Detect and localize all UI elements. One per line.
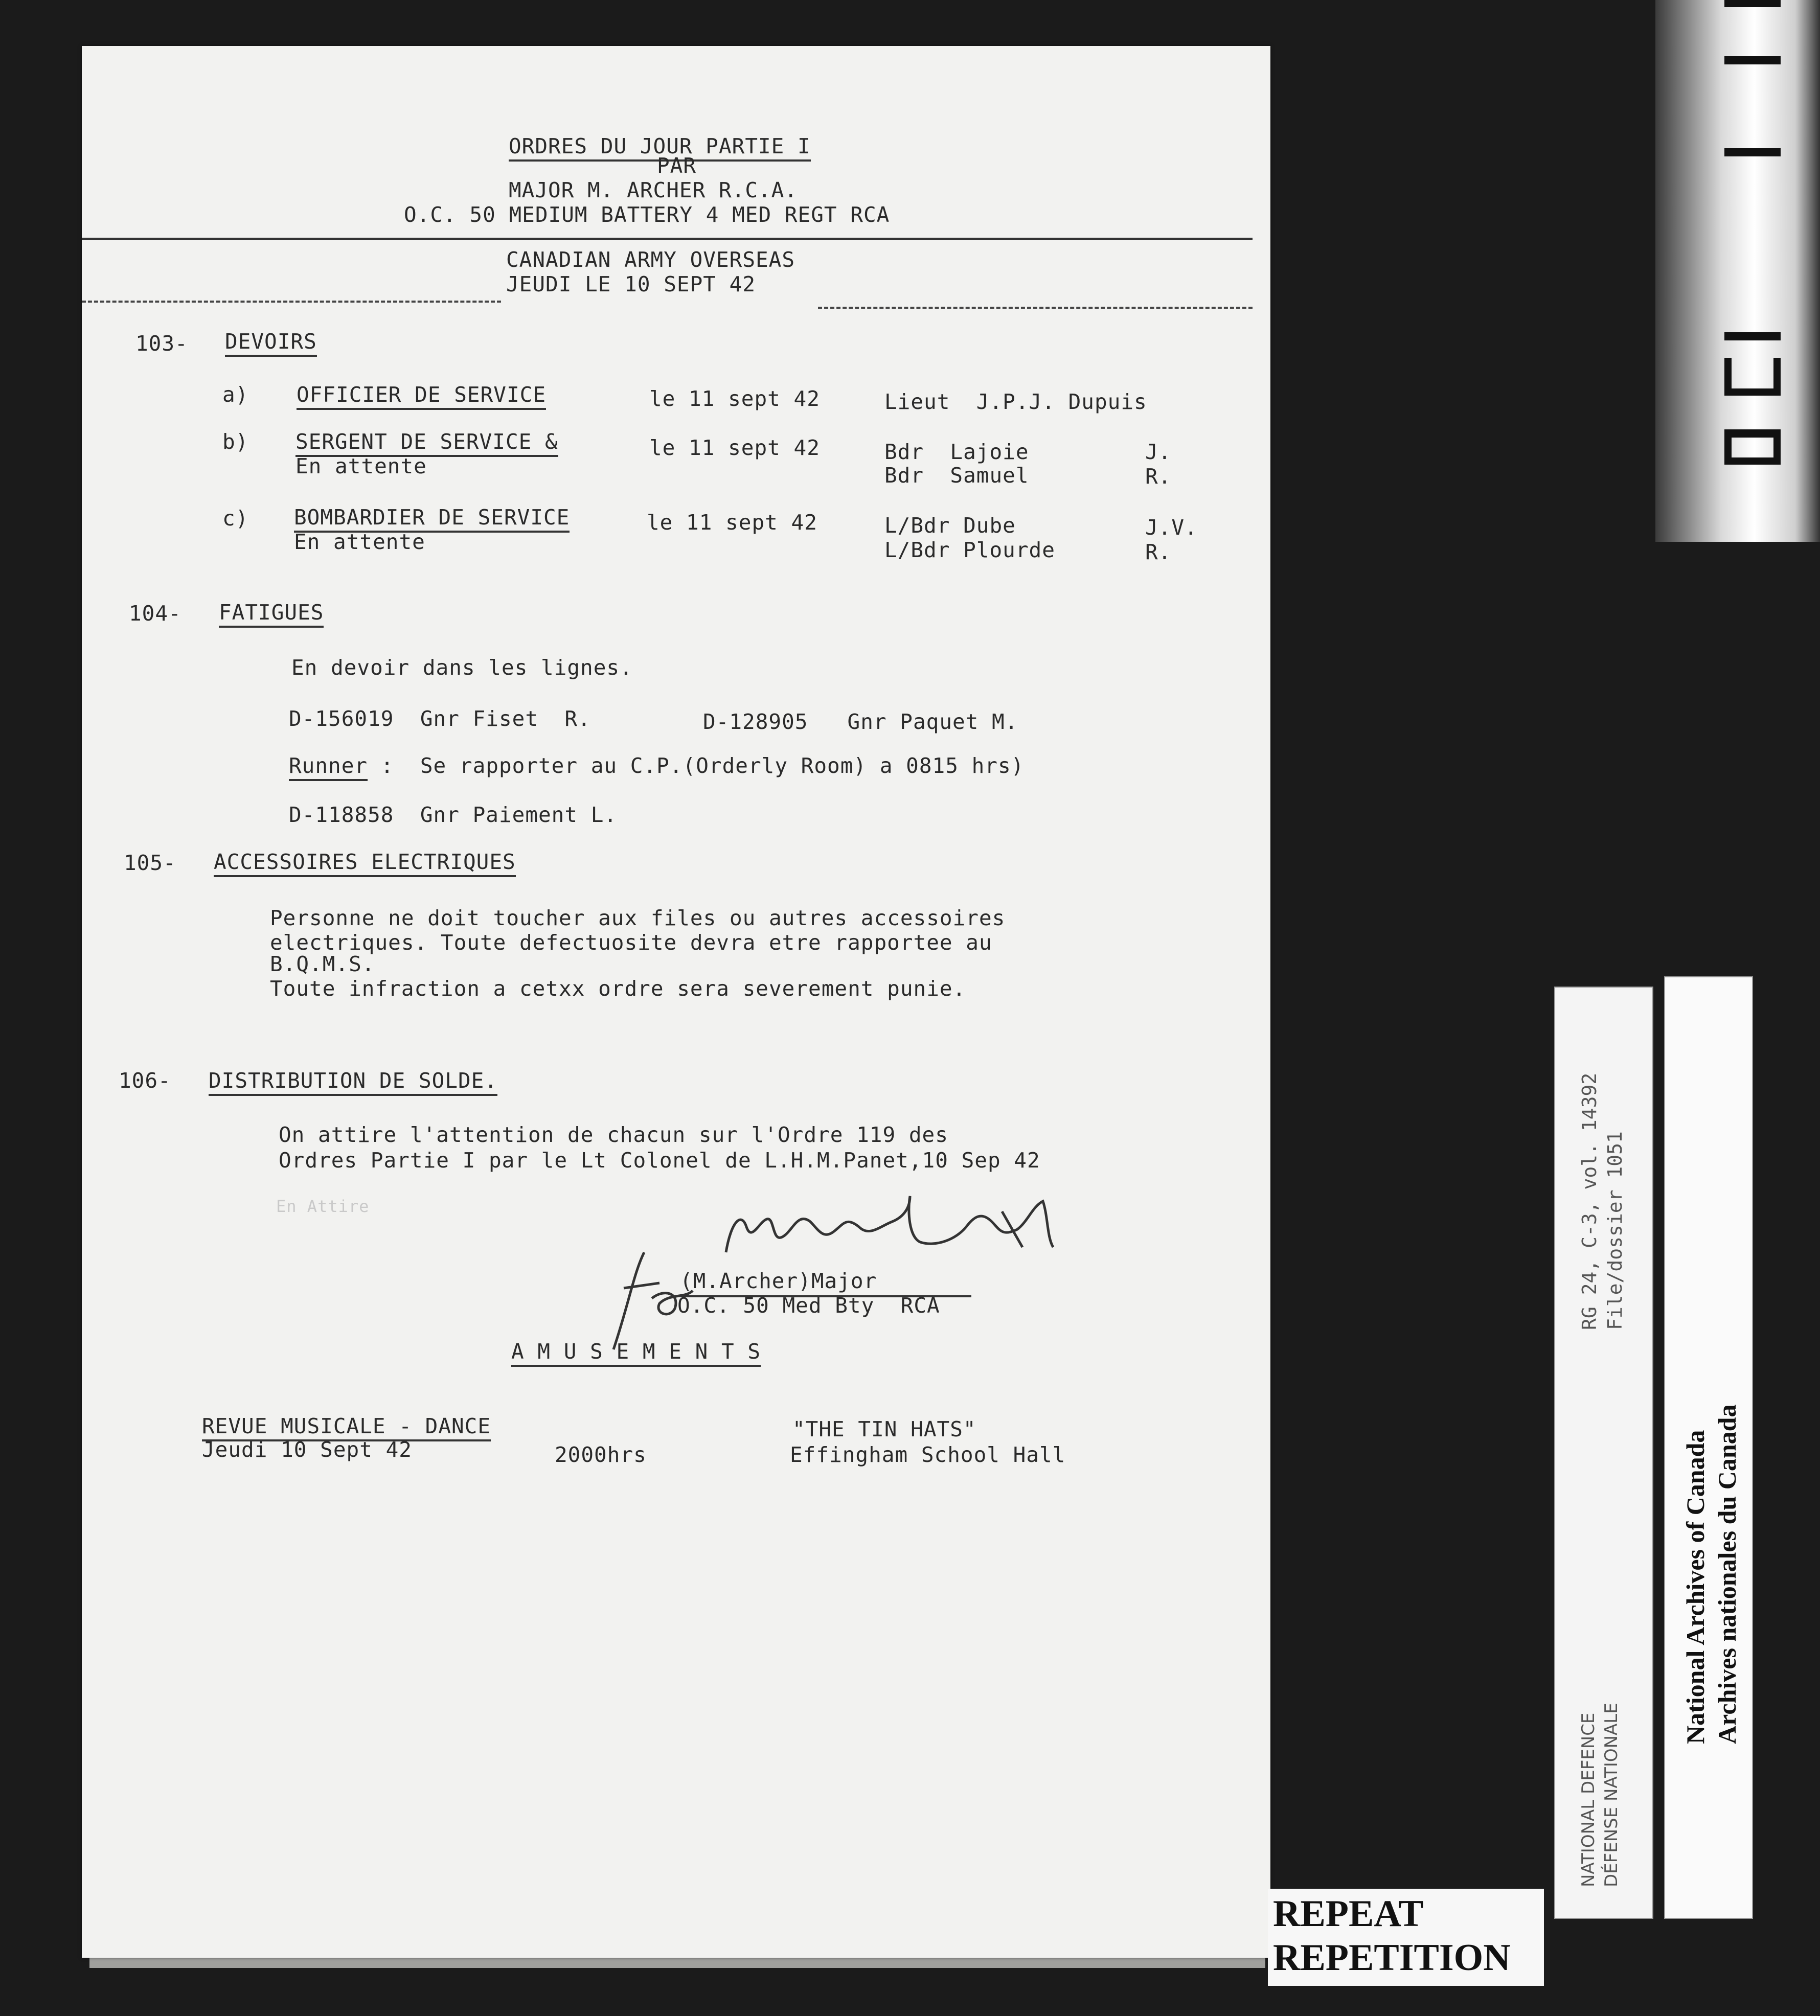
paragraph-line: Personne ne doit toucher aux files ou autres accessoires — [270, 906, 1006, 930]
section-title: DISTRIBUTION DE SOLDE. — [209, 1068, 497, 1093]
header-par: PAR — [657, 153, 697, 178]
signature-name: (M.Archer)Major — [680, 1269, 877, 1293]
repeat-line1: REPEAT — [1273, 1893, 1424, 1935]
duty-date: le 11 sept 42 — [649, 386, 820, 411]
event-time: 2000hrs — [555, 1442, 647, 1467]
event-name: REVUE MUSICALE - DANCE — [202, 1414, 491, 1438]
duty-sub: En attente — [295, 454, 427, 478]
duty-date: le 11 sept 42 — [649, 436, 820, 460]
signature-unit: O.C. 50 Med Bty RCA — [677, 1293, 940, 1318]
fatigue-person: D-156019 Gnr Fiset R. — [289, 706, 591, 731]
header-title: ORDRES DU JOUR PARTIE I — [509, 134, 811, 158]
section-title: ACCESSOIRES ELECTRIQUES — [214, 850, 516, 874]
dashed-rule-right — [818, 307, 1253, 309]
duty-person: L/Bdr Plourde — [884, 538, 1055, 562]
duty-person: L/Bdr Dube — [884, 513, 1016, 538]
duty-name: OFFICIER DE SERVICE — [297, 382, 546, 407]
film-strip — [1655, 0, 1820, 542]
duty-person: Lieut J.P.J. Dupuis — [884, 390, 1147, 414]
header-rule — [82, 238, 1253, 240]
amusements-title: A M U S E M E N T S — [511, 1339, 761, 1364]
event-date: Jeudi 10 Sept 42 — [202, 1437, 412, 1462]
archive-ref-line2: File/dossier 1051 — [1604, 1131, 1626, 1330]
item-letter: a) — [222, 382, 249, 407]
duty-person: Bdr Lajoie — [884, 440, 1029, 464]
fatigue-person: D-118858 Gnr Paiement L. — [289, 803, 618, 827]
handwritten-signature — [716, 1191, 1084, 1268]
event-show: "THE TIN HATS" — [792, 1417, 976, 1441]
paragraph-line: B.Q.M.S. — [270, 952, 375, 976]
archive-name-fr: Archives nationales du Canada — [1713, 1404, 1741, 1744]
duty-date: le 11 sept 42 — [647, 510, 817, 535]
duty-person: Bdr Samuel — [884, 463, 1029, 488]
fatigue-line: En devoir dans les lignes. — [291, 655, 633, 680]
duty-initial: J.V. — [1145, 515, 1198, 540]
duty-name: BOMBARDIER DE SERVICE — [294, 505, 570, 530]
dept-line2: DÉFENSE NATIONALE — [1601, 1703, 1622, 1887]
duty-sub: En attente — [294, 530, 425, 554]
section-title: FATIGUES — [219, 600, 324, 625]
paragraph-line: electriques. Toute defectuosite devra etre rapportee au — [270, 930, 992, 955]
duty-initial: R. — [1145, 540, 1172, 564]
event-place: Effingham School Hall — [790, 1442, 1066, 1467]
paragraph-line: On attire l'attention de chacun sur l'Ordre 119 des — [279, 1122, 948, 1147]
fatigue-person: D-128905 Gnr Paquet M. — [703, 709, 1018, 734]
duty-initial: J. — [1145, 440, 1172, 464]
archive-name-en: National Archives of Canada — [1681, 1430, 1710, 1744]
section-number: 106- — [119, 1068, 171, 1093]
repeat-stamp — [1268, 1889, 1544, 1986]
section-number: 105- — [124, 851, 176, 875]
item-letter: b) — [222, 429, 249, 454]
item-letter: c) — [222, 506, 249, 531]
archive-name-label — [1664, 976, 1753, 1919]
duty-initial: R. — [1145, 464, 1172, 489]
section-number: 104- — [129, 601, 181, 626]
duty-name: SERGENT DE SERVICE & — [295, 429, 558, 454]
header-location: CANADIAN ARMY OVERSEAS — [506, 247, 795, 272]
paragraph-line: Toute infraction a cetxx ordre sera severement punie. — [270, 976, 966, 1001]
faint-text: En Attire — [276, 1197, 370, 1216]
dept-line1: NATIONAL DEFENCE — [1578, 1712, 1599, 1887]
section-title: DEVOIRS — [225, 329, 317, 354]
header-major: MAJOR M. ARCHER R.C.A. — [509, 178, 798, 202]
header-date: JEUDI LE 10 SEPT 42 — [506, 272, 756, 296]
section-number: 103- — [135, 331, 188, 356]
archive-reference-label — [1554, 987, 1653, 1919]
runner-line: Runner : Se rapporter au C.P.(Orderly Room) a 0815 hrs) — [289, 753, 1024, 778]
paragraph-line: Ordres Partie I par le Lt Colonel de L.H.M.Panet,10 Sep 42 — [279, 1148, 1040, 1173]
header-unit: O.C. 50 MEDIUM BATTERY 4 MED REGT RCA — [404, 202, 890, 227]
archive-ref-line1: RG 24, C-3, vol. 14392 — [1578, 1072, 1601, 1330]
repeat-line2: REPETITION — [1273, 1937, 1511, 1979]
dashed-rule-left — [82, 301, 501, 303]
